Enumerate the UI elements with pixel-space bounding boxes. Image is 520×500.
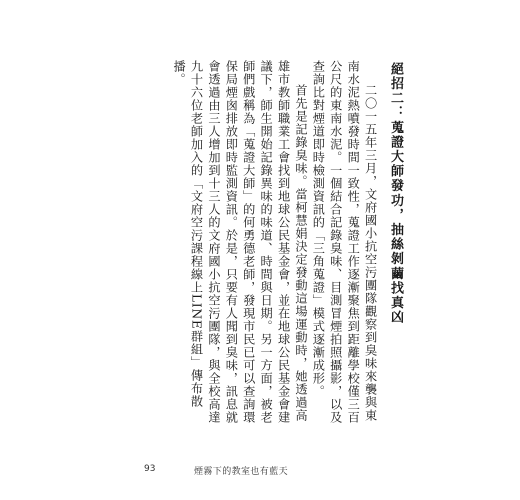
vertical-text-block [160, 60, 404, 430]
running-title: 煙霧下的教室也有藍天 [194, 467, 289, 477]
paragraph-1: 二〇一五年三月，文府國小抗空污團隊觀察到臭味來襲與東南水泥熱噴發時間一致性，蒐證工作逐漸聚焦到距離學校僅三百公尺的東南水泥。一個結合記錄臭味、目測冒煙拍照攝影，以及查詢比對煙道即時檢測資訊的「三角蒐證」模式逐漸成形。 [311, 60, 378, 424]
page-number: 93 [144, 464, 156, 474]
section-heading: 絕招二：蒐證大師發功，抽絲剝繭找真凶 [388, 62, 403, 325]
paragraph-2: 首先是記錄臭味。當柯慧娟決定發動這場運動時，她透過高雄市教師職業工會找到地球公民基金會，並在地球公民基金會建議下，師生開始記錄異味的味道、時間與日期。另一方面，被老師們戲稱為「蒐證大師」的何勇德老師，發現市民已可以查詢環保局煙囪排放即時監測資訊。於是，只要有人聞到臭味，訊息就會透過由三人增加到十三人的文府國小抗空污團隊，與全校高達九十六位老師加入的「文府空污課程線上LINE群組」傳布散播。 [172, 60, 308, 424]
page-footer [0, 464, 520, 480]
